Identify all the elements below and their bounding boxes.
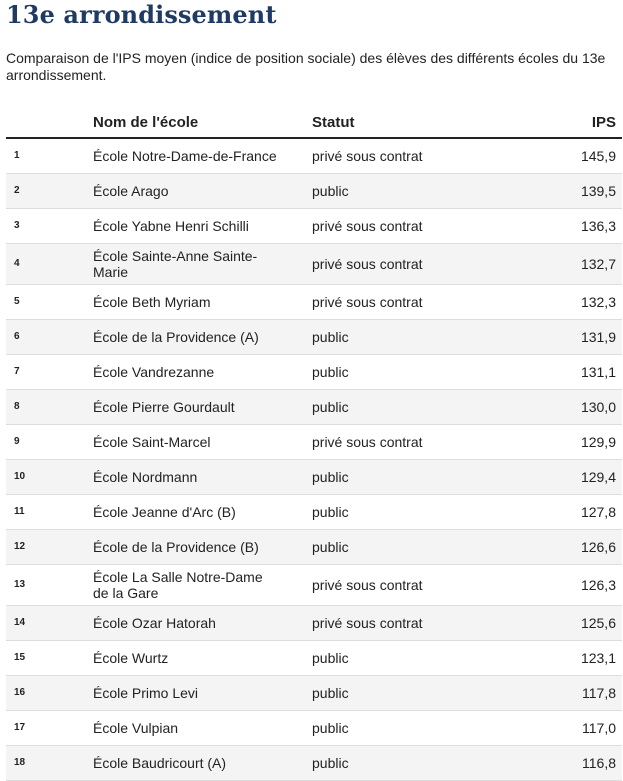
table-body — [6, 138, 622, 781]
table-row — [6, 174, 622, 209]
row-ips: 139,5 — [532, 174, 622, 209]
row-school-name: École Jeanne d'Arc (B) — [93, 495, 312, 530]
row-school-name: École Vulpian — [93, 711, 312, 746]
row-school-name: École Yabne Henri Schilli — [93, 209, 312, 244]
row-status: public — [312, 460, 532, 495]
table-row — [6, 711, 622, 746]
table-row — [6, 285, 622, 320]
row-school-name: École Sainte-Anne Sainte-Marie — [93, 244, 312, 285]
row-status: public — [312, 355, 532, 390]
row-status: public — [312, 641, 532, 676]
row-status: privé sous contrat — [312, 425, 532, 460]
table-row — [6, 606, 622, 641]
row-school-name: École Baudricourt (A) — [93, 746, 312, 781]
page-subtitle: Comparaison de l'IPS moyen (indice de position sociale) des élèves des différents écoles du 13e arrondissement. — [6, 50, 606, 83]
table-row — [6, 138, 622, 174]
header-ips[interactable]: IPS — [532, 107, 622, 138]
row-rank: 2 — [6, 174, 93, 209]
row-school-name: École Beth Myriam — [93, 285, 312, 320]
row-school-name: École Saint-Marcel — [93, 425, 312, 460]
row-rank: 13 — [6, 565, 93, 606]
row-ips: 145,9 — [532, 138, 622, 174]
row-school-name: École Pierre Gourdault — [93, 390, 312, 425]
row-ips: 126,6 — [532, 530, 622, 565]
row-ips: 129,4 — [532, 460, 622, 495]
table-row — [6, 425, 622, 460]
table-row — [6, 390, 622, 425]
row-school-name: École de la Providence (B) — [93, 530, 312, 565]
row-rank: 9 — [6, 425, 93, 460]
header-status[interactable]: Statut — [312, 107, 532, 138]
row-rank: 3 — [6, 209, 93, 244]
row-rank: 1 — [6, 138, 93, 174]
row-ips: 123,1 — [532, 641, 622, 676]
row-school-name: École Nordmann — [93, 460, 312, 495]
row-school-name: École Arago — [93, 174, 312, 209]
row-ips: 116,8 — [532, 746, 622, 781]
table-row — [6, 320, 622, 355]
row-ips: 125,6 — [532, 606, 622, 641]
table-row — [6, 641, 622, 676]
row-rank: 7 — [6, 355, 93, 390]
row-rank: 14 — [6, 606, 93, 641]
row-school-name: École Wurtz — [93, 641, 312, 676]
page-title: 13e arrondissement — [6, 0, 277, 29]
row-status: public — [312, 711, 532, 746]
table-header — [6, 107, 622, 138]
header-school-name[interactable]: Nom de l'école — [93, 107, 312, 138]
row-ips: 132,3 — [532, 285, 622, 320]
row-school-name: École Primo Levi — [93, 676, 312, 711]
row-rank: 12 — [6, 530, 93, 565]
row-status: public — [312, 320, 532, 355]
table-row — [6, 565, 622, 606]
row-rank: 4 — [6, 244, 93, 285]
row-status: public — [312, 746, 532, 781]
row-school-name: École de la Providence (A) — [93, 320, 312, 355]
row-rank: 10 — [6, 460, 93, 495]
row-rank: 8 — [6, 390, 93, 425]
row-status: public — [312, 676, 532, 711]
table-row — [6, 460, 622, 495]
row-school-name: École La Salle Notre-Dame de la Gare — [93, 565, 312, 606]
row-rank: 16 — [6, 676, 93, 711]
table-row — [6, 355, 622, 390]
row-school-name: École Vandrezanne — [93, 355, 312, 390]
row-ips: 132,7 — [532, 244, 622, 285]
table-row — [6, 209, 622, 244]
row-rank: 17 — [6, 711, 93, 746]
row-ips: 126,3 — [532, 565, 622, 606]
row-status: public — [312, 530, 532, 565]
row-status: privé sous contrat — [312, 209, 532, 244]
table-row — [6, 495, 622, 530]
row-rank: 6 — [6, 320, 93, 355]
row-ips: 136,3 — [532, 209, 622, 244]
table-row — [6, 746, 622, 781]
row-status: privé sous contrat — [312, 565, 532, 606]
row-ips: 130,0 — [532, 390, 622, 425]
row-school-name: École Ozar Hatorah — [93, 606, 312, 641]
ips-table — [6, 107, 622, 781]
row-rank: 18 — [6, 746, 93, 781]
row-status: public — [312, 495, 532, 530]
row-status: privé sous contrat — [312, 285, 532, 320]
row-status: privé sous contrat — [312, 606, 532, 641]
row-ips: 117,0 — [532, 711, 622, 746]
row-rank: 11 — [6, 495, 93, 530]
row-status: privé sous contrat — [312, 138, 532, 174]
row-rank: 5 — [6, 285, 93, 320]
header-rank[interactable] — [6, 107, 93, 138]
table-row — [6, 530, 622, 565]
row-ips: 117,8 — [532, 676, 622, 711]
table-row — [6, 676, 622, 711]
row-school-name: École Notre-Dame-de-France — [93, 138, 312, 174]
row-status: public — [312, 390, 532, 425]
row-status: public — [312, 174, 532, 209]
row-ips: 131,9 — [532, 320, 622, 355]
row-ips: 129,9 — [532, 425, 622, 460]
row-ips: 131,1 — [532, 355, 622, 390]
table-row — [6, 244, 622, 285]
table-header-row — [6, 107, 622, 138]
row-status: privé sous contrat — [312, 244, 532, 285]
row-ips: 127,8 — [532, 495, 622, 530]
row-rank: 15 — [6, 641, 93, 676]
